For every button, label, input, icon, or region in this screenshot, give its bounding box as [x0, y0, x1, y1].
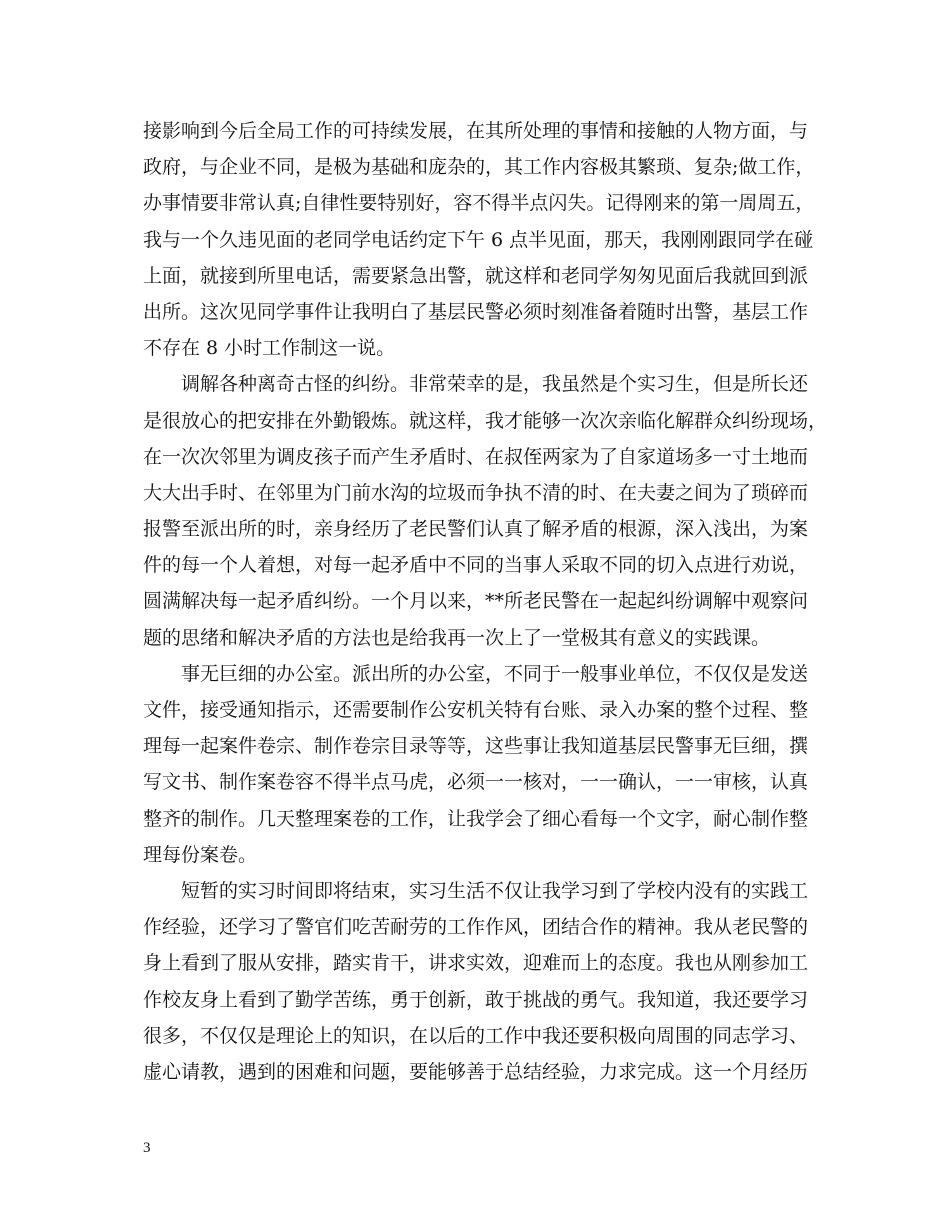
paragraph-line: 不存在 8 小时工作制这一说。 [143, 337, 396, 360]
paragraph-line: 出所。这次见同学事件让我明白了基层民警必须时刻准备着随时出警，基层工作 [143, 300, 809, 323]
paragraph-line: 理每一起案件卷宗、制作卷宗目录等等，这些事让我知道基层民警事无巨细，撰 [143, 735, 809, 758]
paragraph-line: 作校友身上看到了勤学苦练，勇于创新，敢于挑战的勇气。我知道，我还要学习 [143, 988, 809, 1011]
paragraph-line: 整齐的制作。几天整理案卷的工作，让我学会了细心看每一个文字，耐心制作整 [143, 807, 809, 830]
paragraph-line: 写文书、制作案卷容不得半点马虎，必须一一核对，一一确认，一一审核，认真 [143, 771, 809, 794]
paragraph-line: 办事情要非常认真;自律性要特别好，容不得半点闪失。记得刚来的第一周周五， [143, 192, 815, 215]
paragraph-line: 接影响到今后全局工作的可持续发展，在其所处理的事情和接触的人物方面，与 [143, 120, 809, 142]
paragraph [143, 873, 808, 1090]
paragraph [143, 113, 815, 366]
paragraph-line: 大大出手时、在邻里为门前水沟的垃圾而争执不清的时、在夫妻之间为了琐碎而 [143, 481, 809, 504]
paragraph-line: 作经验，还学习了警官们吃苦耐劳的工作作风，团结合作的精神。我从老民警的 [143, 916, 809, 939]
document-body [143, 113, 828, 1090]
page-number: 3 [143, 1140, 151, 1156]
paragraph-line: 题的思绪和解决矛盾的方法也是给我再一次上了一堂极其有意义的实践课。 [143, 626, 771, 649]
paragraph-line: 政府，与企业不同，是极为基础和庞杂的，其工作内容极其繁琐、复杂;做工作， [143, 156, 815, 179]
paragraph-line: 很多，不仅仅是理论上的知识，在以后的工作中我还要积极向周围的同志学习、 [143, 1024, 809, 1047]
paragraph-line: 是很放心的把安排在外勤锻炼。就这样，我才能够一次次亲临化解群众纠纷现场， [143, 409, 828, 432]
paragraph [143, 366, 828, 656]
paragraph-line: 圆满解决每一起矛盾纠纷。一个月以来，**所老民警在一起起纠纷调解中观察问 [143, 590, 809, 613]
paragraph-line: 虚心请教，遇到的困难和问题，要能够善于总结经验，力求完成。这一个月经历 [143, 1060, 809, 1083]
paragraph-line: 短暂的实习时间即将结束，实习生活不仅让我学习到了学校内没有的实践工 [181, 879, 809, 902]
paragraph-line: 调解各种离奇古怪的纠纷。非常荣幸的是，我虽然是个实习生，但是所长还 [181, 373, 809, 396]
paragraph-line: 文件，接受通知指示，还需要制作公安机关特有台账、录入办案的整个过程、整 [143, 699, 809, 721]
paragraph-line: 理每份案卷。 [143, 843, 258, 866]
paragraph-line: 事无巨细的办公室。派出所的办公室，不同于一般事业单位，不仅仅是发送 [181, 662, 809, 685]
paragraph-line: 身上看到了服从安排，踏实肯干，讲求实效，迎难而上的态度。我也从刚参加工 [143, 952, 809, 975]
paragraph-line: 我与一个久违见面的老同学电话约定下午 6 点半见面，那天，我刚刚跟同学在碰 [143, 228, 814, 251]
paragraph [143, 656, 808, 873]
paragraph-line: 报警至派出所的时，亲身经历了老民警们认真了解矛盾的根源，深入浅出，为案 [143, 518, 809, 541]
paragraph-line: 在一次次邻里为调皮孩子而产生矛盾时、在叔侄两家为了自家道场多一寸土地而 [143, 445, 809, 468]
paragraph-line: 件的每一个人着想，对每一起矛盾中不同的当事人采取不同的切入点进行劝说， [143, 554, 809, 577]
paragraph-line: 上面，就接到所里电话，需要紧急出警，就这样和老同学匆匆见面后我就回到派 [143, 264, 809, 287]
